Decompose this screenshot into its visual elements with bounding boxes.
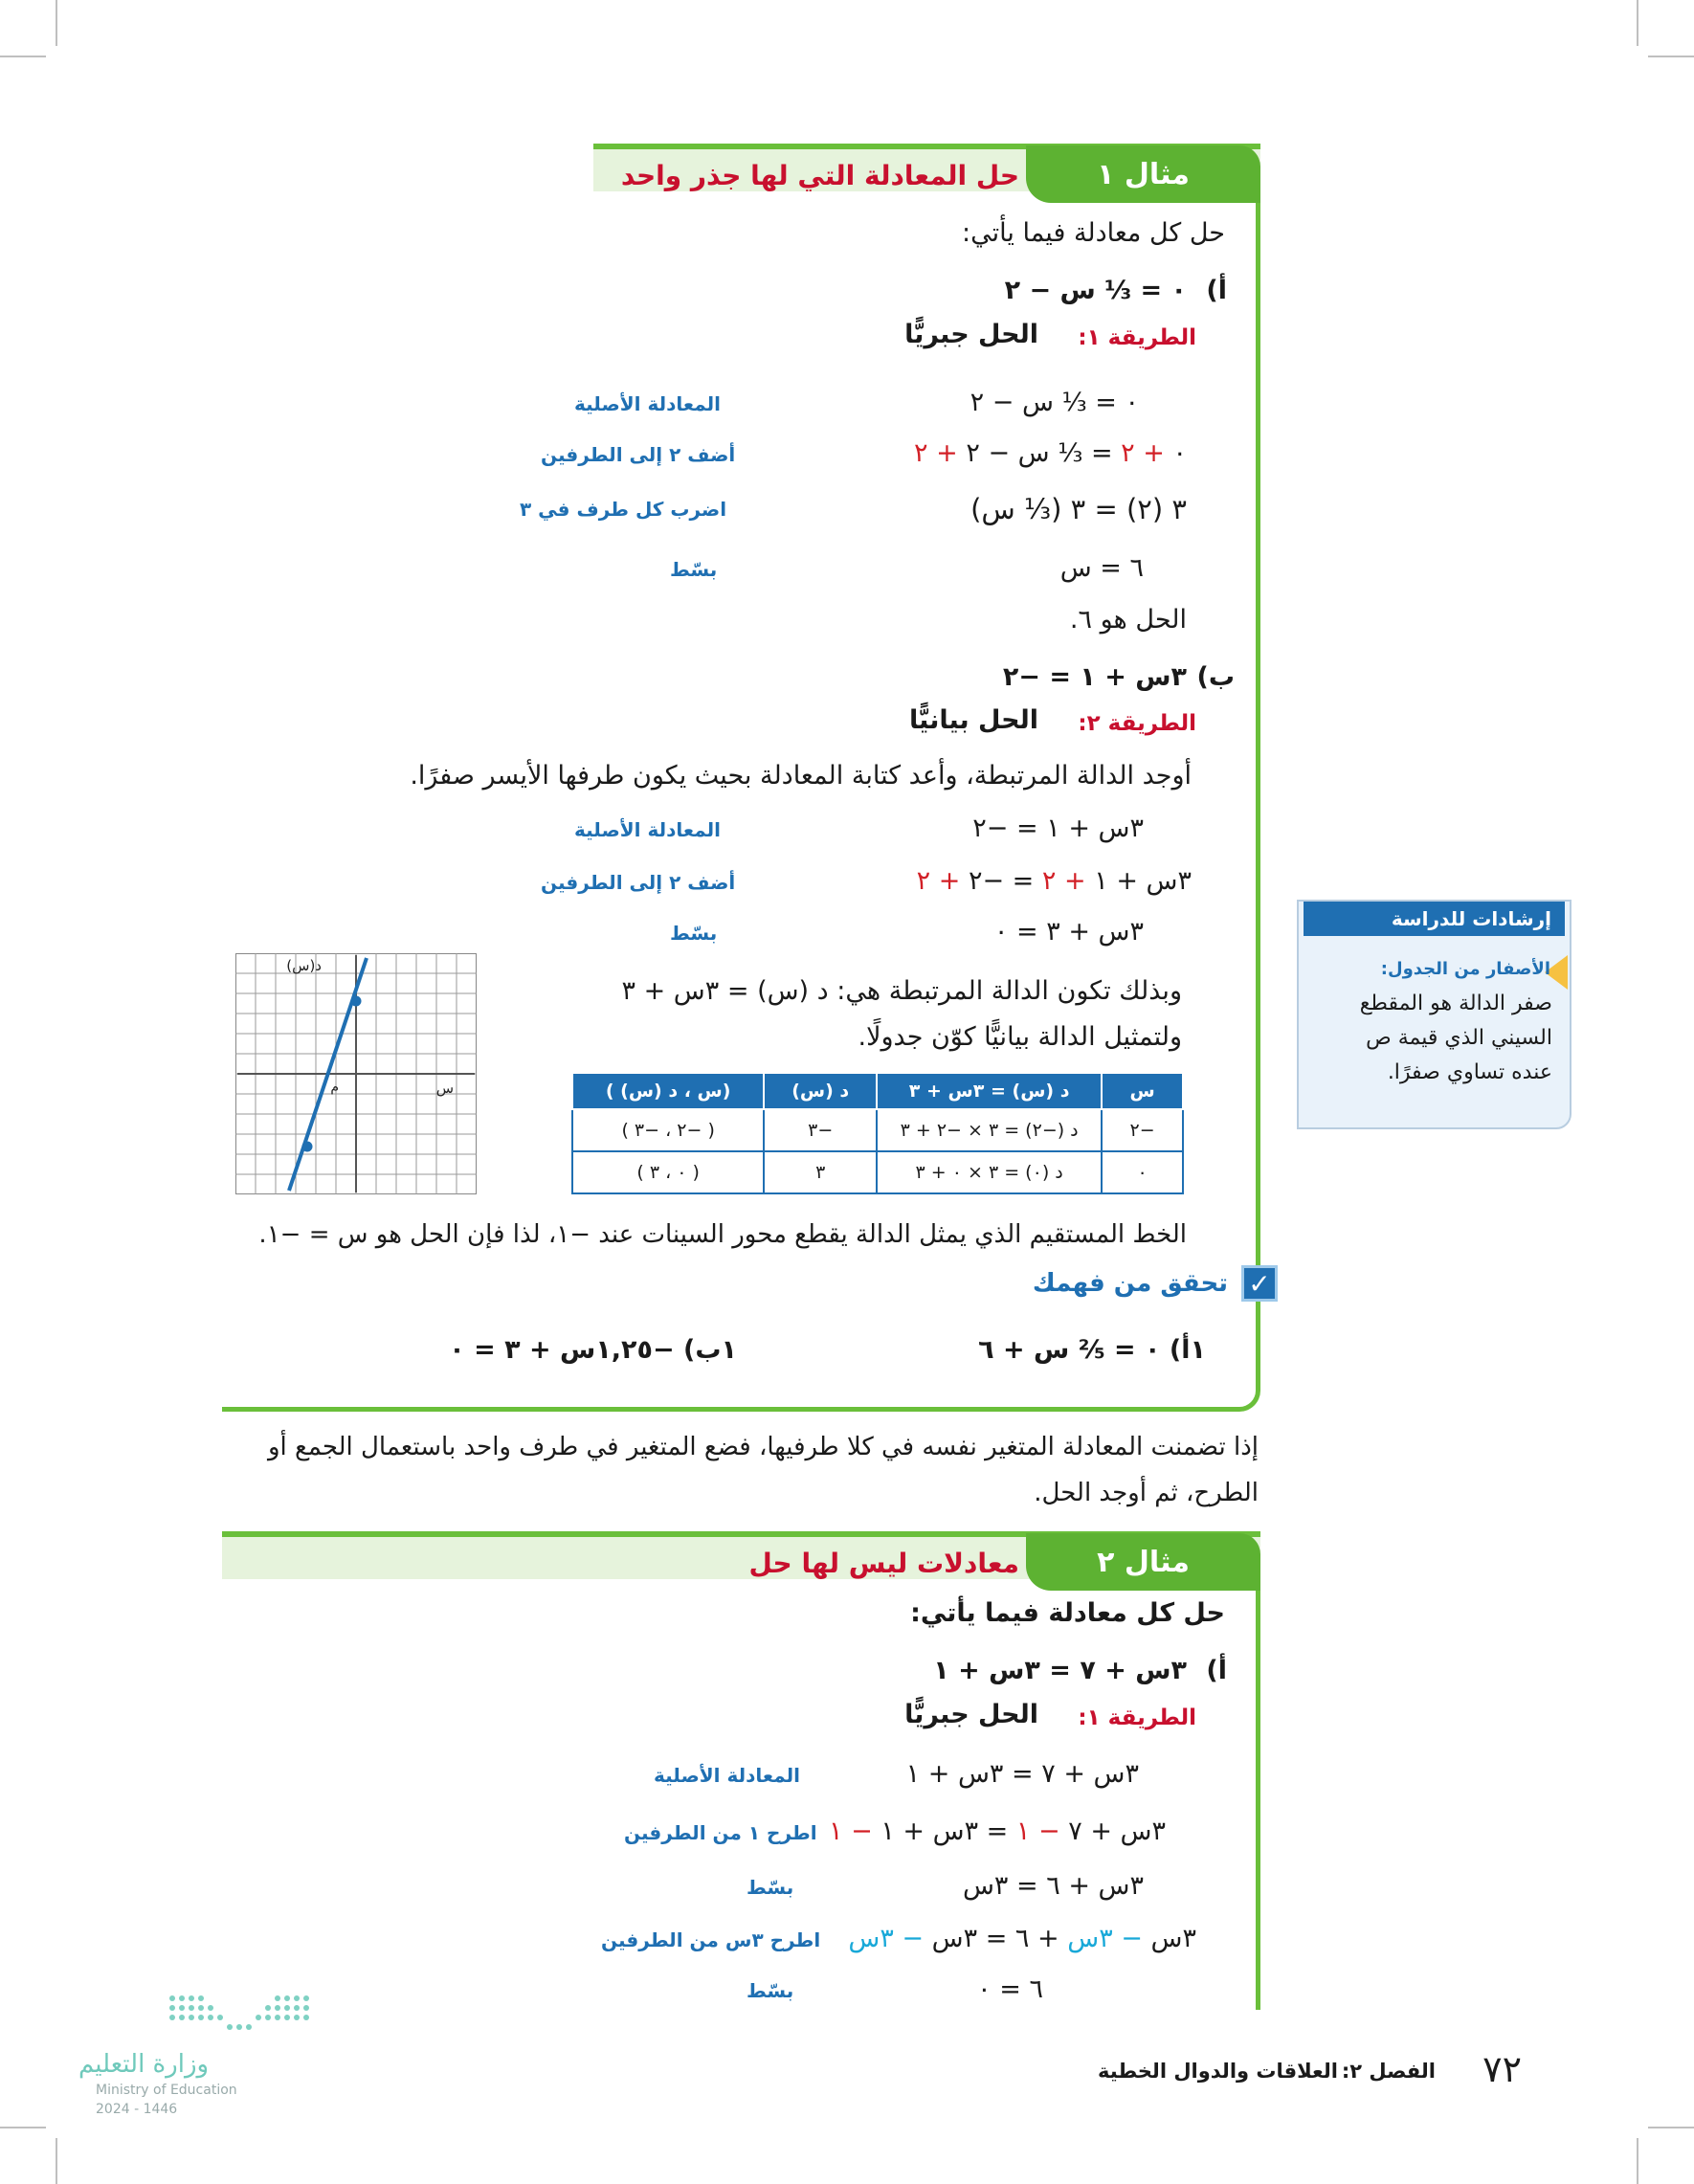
part-a-equation: ٠ = ⅓ س − ٢	[1004, 276, 1187, 305]
y-axis-label: د(س)	[286, 957, 322, 974]
step-equation: ٣س + ١ + ٢ = −٢ + ٢	[916, 866, 1192, 896]
check-b: ١ب) −١,٢٥س + ٣ = ٠	[449, 1335, 737, 1365]
method1-label: الطريقة ١:	[1078, 325, 1196, 350]
step-equation: ٣س + ٣ = ٠	[993, 917, 1144, 947]
step-equation: ٦ = ٠	[977, 1974, 1043, 2004]
study-guide-line: السيني الذي قيمة ص	[1366, 1026, 1552, 1050]
part-b-equation: ٣س + ١ = −٢	[1002, 662, 1187, 692]
crop-mark	[56, 2138, 57, 2184]
origin-label: م	[330, 1080, 339, 1095]
table-cell: ٣	[764, 1151, 877, 1193]
check-icon: ✓	[1241, 1265, 1278, 1302]
table-cell: −٣	[764, 1109, 877, 1151]
crop-mark	[1648, 2127, 1694, 2128]
page-number: ٧٢	[1482, 2048, 1522, 2090]
conclusion: الخط المستقيم الذي يمثل الدالة يقطع محور السينات عند −١، لذا فإن الحل هو س = −١.	[258, 1220, 1187, 1249]
step-note: المعادلة الأصلية	[574, 818, 721, 841]
step-equation: ٠ + ٢ = ⅓ س − ٢ + ٢	[914, 438, 1187, 468]
table-header: د (س) = ٣س + ٣	[877, 1073, 1102, 1109]
table-header: س	[1102, 1073, 1183, 1109]
point-0-3	[351, 996, 362, 1007]
ministry-name-ar: وزارة التعليم	[78, 2050, 210, 2079]
table-header: (س ، د (س) )	[572, 1073, 764, 1109]
step-note: بسّط	[670, 558, 718, 581]
step-note: اضرب كل طرف في ٣	[520, 498, 727, 521]
check-a: ١أ) ٠ = ⅖ س + ٦	[978, 1335, 1206, 1365]
step-note: المعادلة الأصلية	[654, 1764, 800, 1787]
x-axis-label: س	[435, 1080, 454, 1097]
point-neg2-neg3	[302, 1142, 313, 1152]
table-cell: ( −٢ ، −٣ )	[572, 1109, 764, 1151]
step-equation: ٦ = س	[1059, 553, 1144, 583]
crop-mark	[56, 0, 57, 46]
step-equation: ٣س + ٦ = ٣س	[962, 1871, 1144, 1901]
step-equation: ٠ = ⅓ س − ٢	[970, 388, 1139, 417]
crop-mark	[1637, 0, 1638, 46]
table-instruction: ولتمثيل الدالة بيانيًّا كوّن جدولًا.	[858, 1022, 1182, 1052]
study-guide-title: الأصفار من الجدول:	[1380, 959, 1550, 979]
related-function: وبذلك تكون الدالة المرتبطة هي: د (س) = ٣س + ٣	[621, 976, 1182, 1006]
crop-mark	[1637, 2138, 1638, 2184]
table-row	[572, 1151, 1183, 1193]
step-note: أضف ٢ إلى الطرفين	[541, 871, 736, 894]
intro-paragraph: إذا تضمنت المعادلة المتغير نفسه في كلا طرفيها، فضع المتغير في طرف واحد باستعمال الجمع أو الطرح، ثم أوجد الحل.	[267, 1433, 1259, 1507]
footer-chapter-title: العلاقات والدوال الخطية	[1098, 2060, 1338, 2083]
ex2-method1-name: الحل جبريًّا	[904, 1700, 1038, 1729]
method1-name: الحل جبريًّا	[904, 320, 1038, 349]
ex2-part-a-equation: ٣س + ٧ = ٣س + ١	[933, 1656, 1187, 1685]
example2-instruction: حل كل معادلة فيما يأتي:	[910, 1598, 1225, 1628]
step-note: اطرح ٣س من الطرفين	[601, 1928, 821, 1951]
study-guide-header: إرشادات للدراسة	[1304, 902, 1565, 936]
study-guide-line: صفر الدالة هو المقطع	[1359, 992, 1552, 1015]
step-note: بسّط	[670, 922, 718, 945]
method2-name: الحل بيانيًّا	[909, 705, 1038, 735]
crop-mark	[1648, 56, 1694, 57]
study-guide-line: عنده تساوي صفرًا.	[1387, 1060, 1552, 1084]
table-cell: د (٠) = ٣ × ٠ + ٣	[877, 1151, 1102, 1193]
example1-title: حل المعادلة التي لها جذر واحد	[620, 160, 1019, 191]
solution-a: الحل هو ٦.	[1069, 605, 1187, 635]
ministry-year: 2024 - 1446	[96, 2102, 178, 2117]
method2-label: الطريقة ٢:	[1078, 711, 1196, 736]
ex2-method1-label: الطريقة ١:	[1078, 1705, 1196, 1730]
example2-tab	[1026, 1533, 1260, 1591]
step-equation: ٣س + ١ = −٢	[972, 813, 1144, 843]
example1-tab	[1026, 145, 1260, 203]
crop-mark	[0, 56, 46, 57]
part-a-label: أ)	[1206, 276, 1227, 305]
crop-mark	[0, 2127, 46, 2128]
table-header: د (س)	[764, 1073, 877, 1109]
step-note: بسّط	[747, 1876, 794, 1899]
step-note: أضف ٢ إلى الطرفين	[541, 443, 736, 466]
example1-instruction: حل كل معادلة فيما يأتي:	[962, 218, 1225, 248]
function-graph	[235, 953, 477, 1194]
table-cell: د (−٢) = ٣ × −٢ + ٣	[877, 1109, 1102, 1151]
step-equation: ٣ (٢) = ٣ (⅓ س)	[970, 493, 1187, 525]
table-cell: −٢	[1102, 1109, 1183, 1151]
check-title: تحقق من فهمك	[1032, 1269, 1228, 1298]
step-equation: ٣س − ٣س + ٦ = ٣س − ٣س	[848, 1924, 1196, 1953]
step-note: بسّط	[747, 1979, 794, 2002]
method2-instruction: أوجد الدالة المرتبطة، وأعد كتابة المعادلة بحيث يكون طرفها الأيسر صفرًا.	[410, 761, 1192, 791]
example2-title: معادلات ليس لها حل	[748, 1548, 1019, 1579]
part-b-label: ب)	[1196, 662, 1235, 692]
step-equation: ٣س + ٧ − ١ = ٣س + ١ − ١	[828, 1816, 1166, 1846]
example2-tab-label: مثال ٢	[1097, 1545, 1190, 1579]
table-cell: ( ٠ ، ٣ )	[572, 1151, 764, 1193]
ex2-part-a-label: أ)	[1206, 1656, 1227, 1685]
values-table	[571, 1072, 1184, 1194]
ministry-logo-icon	[163, 1991, 316, 2039]
footer-chapter: الفصل ٢:	[1341, 2060, 1436, 2083]
example1-tab-label: مثال ١	[1097, 157, 1190, 191]
ministry-name-en: Ministry of Education	[96, 2083, 237, 2098]
step-note: المعادلة الأصلية	[574, 392, 721, 415]
step-equation: ٣س + ٧ = ٣س + ١	[905, 1759, 1139, 1789]
table-row	[572, 1109, 1183, 1151]
step-note: اطرح ١ من الطرفين	[624, 1821, 817, 1844]
table-cell: ٠	[1102, 1151, 1183, 1193]
